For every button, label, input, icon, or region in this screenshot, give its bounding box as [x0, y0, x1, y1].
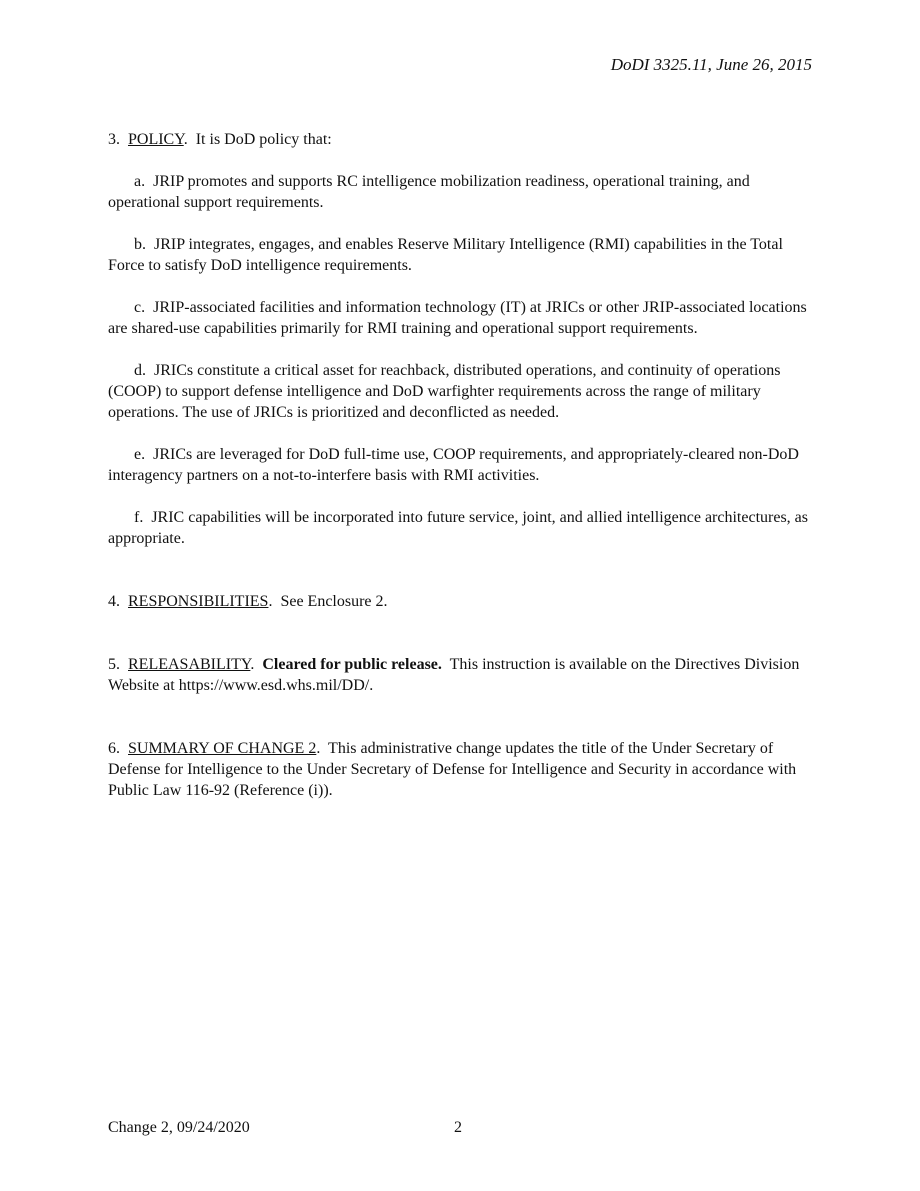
section-title: SUMMARY OF CHANGE 2 [128, 740, 317, 757]
item-text: JRIP-associated facilities and information technology (IT) at JRICs or other JRIP-associated locations are shared-use capabilities primarily for RMI training and operational support requirements. [108, 299, 807, 337]
section-releasability: 5. RELEASABILITY. Cleared for public release. This instruction is available on the Directives Division Website at https://www.esd.whs.mil/DD/. [108, 656, 800, 694]
footer-page-number: 2 [454, 1119, 462, 1136]
item-letter: c. [134, 299, 146, 316]
policy-item-a [108, 171, 816, 213]
section-policy-heading: 3. POLICY. It is DoD policy that: [108, 131, 332, 148]
section-text: This administrative change updates the title of the Under Secretary of Defense for Intelligence to the Under Secretary of Defense for Intelligence and Security in accordance with Public Law 116-92 (Reference (i)). [108, 740, 797, 799]
section-title: POLICY [128, 131, 184, 148]
policy-item-c [108, 297, 816, 339]
item-text: JRIP integrates, engages, and enables Reserve Military Intelligence (RMI) capabilities in the Total Force to satisfy DoD intelligence requirements. [108, 236, 783, 274]
item-text: JRICs are leveraged for DoD full-time use, COOP requirements, and appropriately-cleared non-DoD interagency partners on a not-to-interfere basis with RMI activities. [108, 446, 799, 484]
item-text: JRIC capabilities will be incorporated into future service, joint, and allied intelligence architectures, as appropriate. [108, 509, 808, 547]
section-number: 4. [108, 593, 120, 610]
policy-item-d [108, 360, 816, 423]
section-number: 6. [108, 740, 120, 757]
section-number: 3. [108, 131, 120, 148]
section-title: RESPONSIBILITIES [128, 593, 269, 610]
item-letter: d. [134, 362, 146, 379]
policy-item-f [108, 507, 816, 549]
section-text: See Enclosure 2. [280, 593, 388, 610]
policy-item-b [108, 234, 816, 276]
item-letter: b. [134, 236, 146, 253]
item-text: JRICs constitute a critical asset for reachback, distributed operations, and continuity of operations (COOP) to support defense intelligence and DoD warfighter requirements across the range of military operations. The use of JRICs is prioritized and deconflicted as needed. [108, 362, 781, 421]
page-header: DoDI 3325.11, June 26, 2015 [610, 55, 812, 74]
section-title: RELEASABILITY [128, 656, 251, 673]
item-letter: a. [134, 173, 146, 190]
item-letter: e. [134, 446, 146, 463]
item-text: JRIP promotes and supports RC intelligence mobilization readiness, operational training, and operational support requirements. [108, 173, 750, 211]
document-body [108, 129, 816, 801]
section-summary-of-change: 6. SUMMARY OF CHANGE 2. This administrative change updates the title of the Under Secretary of Defense for Intelligence to the Under Secretary of Defense for Intelligence and Security in accordance with Public Law 116-92 (Reference (i)). [108, 740, 797, 799]
footer-change: Change 2, 09/24/2020 [108, 1119, 250, 1136]
section-text: This instruction is available on the Directives Division Website at https://www.esd.whs.mil/DD/. [108, 656, 800, 694]
section-intro: It is DoD policy that: [195, 131, 332, 148]
section-number: 5. [108, 656, 120, 673]
policy-item-e [108, 444, 816, 486]
item-letter: f. [134, 509, 144, 526]
section-responsibilities: 4. RESPONSIBILITIES. See Enclosure 2. [108, 593, 388, 610]
release-statement: Cleared for public release. [262, 656, 442, 673]
